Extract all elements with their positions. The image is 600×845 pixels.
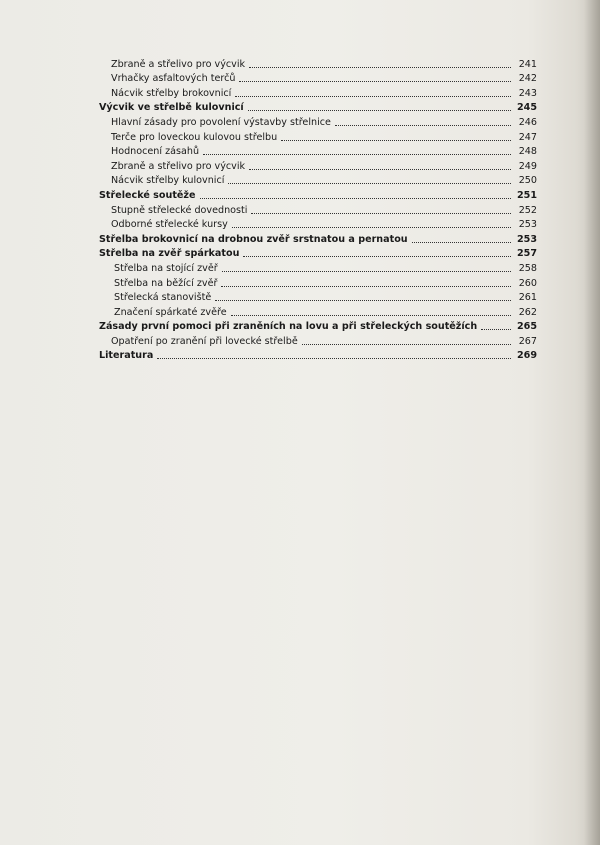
toc-entry (99, 144, 537, 159)
dot-leader (412, 242, 511, 243)
toc-entry (99, 158, 537, 173)
toc-section-title: Střelba brokovnicí na drobnou zvěř srstnatou a pernatou (99, 233, 408, 245)
dot-leader (235, 96, 511, 97)
toc-entry-title: Zbraně a střelivo pro výcvik (111, 160, 246, 172)
toc-entry (99, 333, 537, 348)
toc-entry-title: Hodnocení zásahů (111, 146, 200, 158)
toc-section (99, 246, 537, 261)
toc-entry (99, 114, 537, 129)
toc-section-page: 257 (516, 248, 537, 260)
toc-entry (99, 202, 537, 217)
toc-section-title: Výcvik ve střelbě kulovnicí (99, 102, 244, 114)
dot-leader (243, 256, 511, 257)
dot-leader (248, 110, 511, 111)
toc-entry-page: 241 (518, 58, 537, 70)
toc-entry-title: Odborné střelecké kursy (111, 219, 228, 231)
toc-entry (99, 173, 537, 188)
toc-entry (99, 304, 537, 319)
dot-leader (335, 125, 511, 126)
toc-entry (99, 71, 537, 86)
toc-section (99, 319, 537, 334)
toc-section (99, 348, 537, 363)
toc-entry-page: 260 (518, 277, 537, 289)
toc-entry-title: Střelba na běžící zvěř (114, 277, 218, 289)
dot-leader (251, 213, 511, 214)
toc-section-title: Literatura (99, 350, 154, 362)
dot-leader (239, 81, 511, 82)
dot-leader (157, 358, 511, 359)
toc-entry-title: Opatření po zranění při lovecké střelbě (111, 335, 298, 347)
toc-entry (99, 260, 537, 275)
toc-section-page: 269 (516, 350, 537, 362)
toc-entry-title: Střelba na stojící zvěř (114, 262, 218, 274)
toc-entry-page: 267 (518, 335, 537, 347)
toc-entry-page: 250 (518, 175, 537, 187)
dot-leader (281, 140, 511, 141)
toc-entry-page: 262 (518, 306, 537, 318)
toc-entry-page: 258 (518, 262, 537, 274)
toc-entry-page: 248 (518, 146, 537, 158)
dot-leader (232, 227, 511, 228)
toc-entry-page: 242 (518, 73, 537, 85)
toc-section-page: 253 (516, 233, 537, 245)
toc-entry-page: 249 (518, 160, 537, 172)
dot-leader (221, 286, 511, 287)
toc-entry-title: Hlavní zásady pro povolení výstavby střelnice (111, 116, 331, 128)
toc-section-title: Střelba na zvěř spárkatou (99, 248, 240, 260)
dot-leader (302, 344, 511, 345)
toc-entry-title: Značení spárkaté zvěře (114, 306, 227, 318)
toc-entry-page: 246 (518, 116, 537, 128)
table-of-contents (99, 56, 537, 362)
toc-section (99, 231, 537, 246)
toc-section-title: Střelecké soutěže (99, 189, 196, 201)
toc-entry-title: Zbraně a střelivo pro výcvik (111, 58, 246, 70)
toc-section-page: 245 (516, 102, 537, 114)
toc-entry-page: 252 (518, 204, 537, 216)
toc-entry-page: 261 (518, 292, 537, 304)
toc-section (99, 100, 537, 115)
toc-section (99, 187, 537, 202)
dot-leader (231, 315, 511, 316)
toc-entry-title: Střelecká stanoviště (114, 292, 212, 304)
toc-entry-title: Stupně střelecké dovednosti (111, 204, 248, 216)
toc-entry-title: Nácvik střelby kulovnicí (111, 175, 225, 187)
toc-entry (99, 85, 537, 100)
toc-entry (99, 56, 537, 71)
dot-leader (222, 271, 511, 272)
toc-entry-title: Nácvik střelby brokovnicí (111, 87, 232, 99)
dot-leader (203, 154, 511, 155)
toc-entry-title: Terče pro loveckou kulovou střelbu (111, 131, 278, 143)
toc-entry (99, 217, 537, 232)
toc-section-page: 251 (516, 189, 537, 201)
dot-leader (228, 183, 511, 184)
dot-leader (481, 329, 511, 330)
toc-entry-page: 247 (518, 131, 537, 143)
toc-section-page: 265 (516, 321, 537, 333)
dot-leader (200, 198, 512, 199)
dot-leader (215, 300, 511, 301)
dot-leader (249, 67, 511, 68)
dot-leader (249, 169, 511, 170)
toc-entry-title: Vrhačky asfaltových terčů (111, 73, 236, 85)
toc-entry-page: 243 (518, 87, 537, 99)
toc-entry (99, 129, 537, 144)
toc-entry-page: 253 (518, 219, 537, 231)
toc-entry (99, 275, 537, 290)
toc-section-title: Zásady první pomoci při zraněních na lovu a při střeleckých soutěžích (99, 321, 478, 333)
toc-entry (99, 290, 537, 305)
